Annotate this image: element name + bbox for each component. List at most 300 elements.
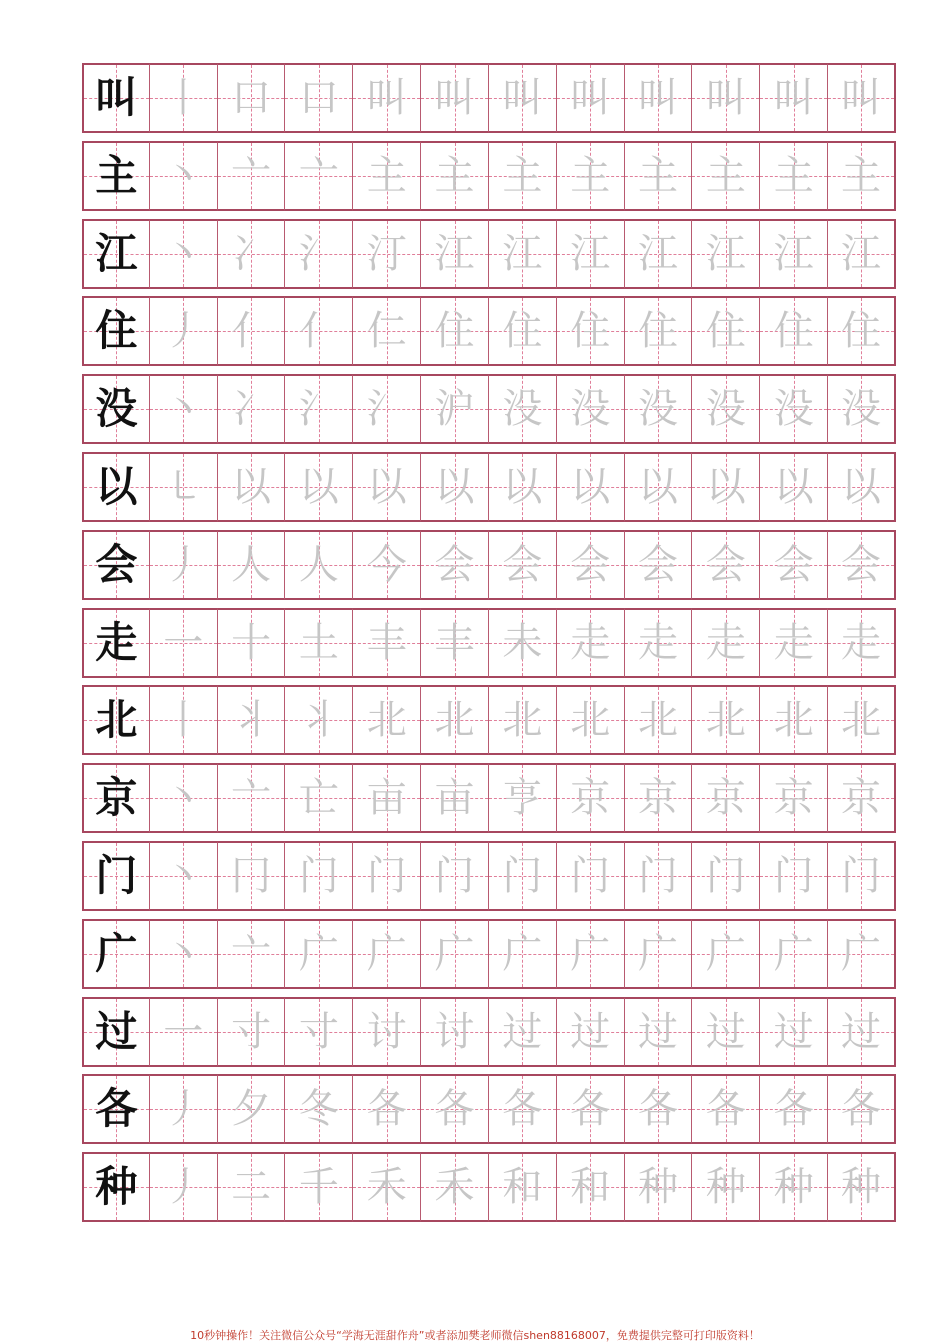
stroke-step-cell: [557, 763, 625, 833]
stroke-step-character: 门: [502, 852, 543, 899]
stroke-step-cell: [557, 141, 625, 211]
stroke-step-character: 丬: [231, 697, 272, 744]
stroke-step-cell: [760, 763, 828, 833]
stroke-step-cell: [828, 530, 896, 600]
stroke-step-character: 丶: [163, 930, 204, 977]
stroke-step-cell: [353, 374, 421, 444]
stroke-step-character: 主: [434, 152, 475, 199]
stroke-step-character: 住: [502, 308, 543, 355]
stroke-step-cell: [625, 608, 693, 678]
stroke-step-character: 一: [163, 1008, 204, 1055]
stroke-step-character: 人: [298, 541, 339, 588]
stroke-step-cell: [150, 608, 218, 678]
stroke-step-character: 门: [298, 852, 339, 899]
stroke-step-cell: [625, 530, 693, 600]
stroke-step-character: 北: [841, 697, 882, 744]
stroke-step-character: 以: [298, 463, 339, 510]
stroke-step-character: 没: [705, 386, 746, 433]
stroke-step-character: 北: [638, 697, 679, 744]
stroke-step-character: 冂: [231, 852, 272, 899]
stroke-step-cell: [421, 452, 489, 522]
stroke-step-cell: [218, 141, 286, 211]
stroke-step-character: 门: [570, 852, 611, 899]
stroke-step-character: 叫: [705, 75, 746, 121]
stroke-step-cell: [421, 374, 489, 444]
model-character-cell: [82, 685, 150, 755]
practice-row: [82, 1074, 896, 1144]
stroke-step-cell: [625, 997, 693, 1067]
stroke-step-character: 门: [434, 852, 475, 899]
stroke-step-cell: [218, 685, 286, 755]
stroke-step-cell: [353, 841, 421, 911]
stroke-step-cell: [285, 685, 353, 755]
stroke-step-character: 禾: [366, 1164, 407, 1211]
stroke-step-cell: [353, 919, 421, 989]
stroke-step-cell: [489, 997, 557, 1067]
stroke-step-cell: [625, 685, 693, 755]
stroke-step-cell: [557, 452, 625, 522]
stroke-step-character: 京: [638, 775, 679, 822]
stroke-step-character: 住: [773, 308, 814, 355]
stroke-step-character: 丿: [163, 1164, 204, 1211]
stroke-step-character: 以: [773, 463, 814, 510]
stroke-step-cell: [692, 919, 760, 989]
stroke-step-character: 门: [366, 852, 407, 899]
stroke-step-character: 广: [434, 930, 475, 977]
stroke-step-cell: [150, 141, 218, 211]
stroke-step-cell: [353, 1074, 421, 1144]
stroke-step-character: 和: [502, 1164, 543, 1211]
stroke-step-character: 江: [841, 230, 882, 277]
stroke-step-character: 以: [366, 463, 407, 510]
stroke-step-cell: [285, 296, 353, 366]
stroke-step-cell: [353, 685, 421, 755]
stroke-step-character: 丨: [163, 75, 204, 121]
stroke-step-character: 主: [705, 152, 746, 199]
stroke-step-character: 走: [638, 619, 679, 666]
stroke-step-cell: [150, 919, 218, 989]
stroke-step-character: 门: [638, 852, 679, 899]
stroke-step-cell: [760, 1074, 828, 1144]
stroke-step-character: 北: [502, 697, 543, 744]
stroke-step-character: 以: [434, 463, 475, 510]
stroke-step-character: 叫: [502, 75, 543, 121]
stroke-step-character: 冫: [231, 386, 272, 433]
model-character: 叫: [95, 73, 138, 122]
stroke-step-character: 没: [773, 386, 814, 433]
stroke-step-character: 各: [841, 1086, 882, 1133]
stroke-step-cell: [421, 763, 489, 833]
model-character-cell: [82, 530, 150, 600]
stroke-step-character: 过: [502, 1008, 543, 1055]
stroke-step-cell: [557, 608, 625, 678]
stroke-step-character: 主: [570, 152, 611, 199]
stroke-step-cell: [489, 685, 557, 755]
model-character-cell: [82, 841, 150, 911]
stroke-step-cell: [489, 608, 557, 678]
stroke-step-character: 京: [705, 775, 746, 822]
model-character: 会: [95, 539, 138, 589]
stroke-step-cell: [421, 1074, 489, 1144]
stroke-step-cell: [828, 1152, 896, 1222]
stroke-step-character: 过: [638, 1008, 679, 1055]
stroke-step-cell: [421, 1152, 489, 1222]
stroke-step-character: 丶: [163, 775, 204, 822]
practice-row: [82, 452, 896, 522]
stroke-step-cell: [692, 530, 760, 600]
stroke-step-cell: [353, 219, 421, 289]
stroke-step-cell: [760, 63, 828, 133]
stroke-step-character: 各: [434, 1086, 475, 1133]
stroke-step-cell: [489, 452, 557, 522]
stroke-step-character: 广: [705, 930, 746, 977]
practice-row: [82, 608, 896, 678]
stroke-step-character: 以: [231, 463, 272, 510]
stroke-step-character: 主: [366, 152, 407, 199]
stroke-step-character: 住: [638, 308, 679, 355]
stroke-step-cell: [692, 1152, 760, 1222]
stroke-step-character: 走: [705, 619, 746, 666]
stroke-step-character: 北: [434, 697, 475, 744]
stroke-step-cell: [828, 685, 896, 755]
stroke-step-cell: [489, 1074, 557, 1144]
stroke-step-cell: [285, 1152, 353, 1222]
stroke-step-cell: [150, 685, 218, 755]
stroke-step-cell: [760, 841, 828, 911]
stroke-step-character: 广: [502, 930, 543, 977]
stroke-step-character: 叫: [366, 75, 407, 121]
stroke-step-cell: [421, 608, 489, 678]
stroke-step-character: 丰: [434, 619, 475, 666]
stroke-step-cell: [625, 219, 693, 289]
stroke-step-character: 丨: [163, 697, 204, 744]
stroke-step-cell: [692, 219, 760, 289]
stroke-step-character: 以: [705, 463, 746, 510]
stroke-step-cell: [285, 530, 353, 600]
stroke-step-character: 亻: [298, 308, 339, 355]
stroke-step-character: 住: [705, 308, 746, 355]
stroke-step-character: 广: [638, 930, 679, 977]
stroke-step-cell: [625, 841, 693, 911]
stroke-step-cell: [353, 608, 421, 678]
stroke-step-cell: [218, 1152, 286, 1222]
stroke-step-character: 会: [570, 541, 611, 588]
stroke-step-cell: [489, 374, 557, 444]
stroke-step-character: 讨: [366, 1008, 407, 1055]
stroke-step-cell: [625, 919, 693, 989]
stroke-step-character: 叫: [434, 75, 475, 121]
stroke-step-character: 没: [841, 386, 882, 433]
stroke-step-cell: [625, 141, 693, 211]
stroke-step-cell: [489, 530, 557, 600]
stroke-step-character: 亨: [502, 775, 543, 822]
stroke-step-character: 过: [705, 1008, 746, 1055]
stroke-step-cell: [760, 997, 828, 1067]
stroke-step-cell: [285, 374, 353, 444]
stroke-step-cell: [760, 296, 828, 366]
stroke-step-character: 寸: [231, 1008, 272, 1055]
practice-row: [82, 685, 896, 755]
stroke-step-character: 种: [773, 1164, 814, 1211]
stroke-step-character: 过: [773, 1008, 814, 1055]
stroke-step-character: 夕: [231, 1086, 272, 1133]
stroke-step-character: 土: [298, 619, 339, 666]
stroke-step-character: 亠: [298, 152, 339, 199]
stroke-step-character: 广: [570, 930, 611, 977]
stroke-step-cell: [828, 1074, 896, 1144]
stroke-step-cell: [421, 997, 489, 1067]
stroke-step-character: 江: [570, 230, 611, 277]
stroke-step-character: 以: [638, 463, 679, 510]
stroke-step-character: 住: [434, 308, 475, 355]
stroke-step-cell: [421, 219, 489, 289]
stroke-step-cell: [828, 141, 896, 211]
stroke-step-character: 门: [705, 852, 746, 899]
stroke-step-cell: [489, 841, 557, 911]
model-character: 主: [95, 150, 138, 200]
stroke-step-cell: [625, 374, 693, 444]
stroke-step-character: 丬: [298, 697, 339, 744]
stroke-step-character: 十: [231, 619, 272, 666]
model-character-cell: [82, 141, 150, 211]
stroke-step-character: 仁: [366, 308, 407, 355]
stroke-step-character: 没: [570, 386, 611, 433]
stroke-step-character: 和: [570, 1164, 611, 1211]
stroke-step-character: 走: [841, 619, 882, 666]
stroke-step-cell: [353, 63, 421, 133]
stroke-step-character: 住: [570, 308, 611, 355]
stroke-step-cell: [760, 685, 828, 755]
stroke-step-cell: [625, 1152, 693, 1222]
stroke-step-character: 讨: [434, 1008, 475, 1055]
stroke-step-cell: [828, 919, 896, 989]
stroke-step-cell: [218, 841, 286, 911]
stroke-step-character: 千: [298, 1164, 339, 1211]
stroke-step-cell: [421, 919, 489, 989]
stroke-step-cell: [625, 63, 693, 133]
model-character: 种: [95, 1162, 138, 1212]
stroke-step-cell: [760, 452, 828, 522]
stroke-step-cell: [353, 530, 421, 600]
stroke-step-cell: [218, 219, 286, 289]
stroke-step-cell: [285, 452, 353, 522]
stroke-step-cell: [218, 530, 286, 600]
stroke-step-character: 会: [638, 541, 679, 588]
stroke-step-cell: [692, 685, 760, 755]
stroke-step-character: 沪: [434, 386, 475, 433]
stroke-step-character: 以: [502, 463, 543, 510]
stroke-step-cell: [557, 63, 625, 133]
stroke-step-cell: [692, 141, 760, 211]
stroke-step-character: 会: [773, 541, 814, 588]
stroke-step-character: 丿: [163, 308, 204, 355]
model-character-cell: [82, 296, 150, 366]
stroke-step-cell: [625, 296, 693, 366]
stroke-step-cell: [557, 685, 625, 755]
stroke-step-character: 丶: [163, 386, 204, 433]
stroke-step-cell: [353, 763, 421, 833]
stroke-step-cell: [760, 374, 828, 444]
stroke-step-character: 门: [841, 852, 882, 899]
model-character-cell: [82, 63, 150, 133]
stroke-step-character: ㇄: [163, 463, 204, 510]
stroke-step-character: 会: [841, 541, 882, 588]
stroke-step-character: 各: [502, 1086, 543, 1133]
stroke-step-character: 没: [638, 386, 679, 433]
model-character-cell: [82, 219, 150, 289]
stroke-step-character: 氵: [298, 386, 339, 433]
stroke-step-cell: [557, 919, 625, 989]
practice-row: [82, 841, 896, 911]
stroke-step-character: 亩: [434, 775, 475, 822]
practice-row: [82, 374, 896, 444]
stroke-step-character: 主: [502, 152, 543, 199]
stroke-step-cell: [692, 452, 760, 522]
stroke-step-character: 各: [773, 1086, 814, 1133]
model-character-cell: [82, 1074, 150, 1144]
stroke-step-character: 叫: [638, 75, 679, 121]
stroke-step-cell: [489, 1152, 557, 1222]
stroke-step-cell: [489, 763, 557, 833]
stroke-step-character: 二: [231, 1164, 272, 1211]
stroke-step-cell: [625, 763, 693, 833]
stroke-step-cell: [692, 1074, 760, 1144]
stroke-step-cell: [557, 1074, 625, 1144]
stroke-step-cell: [285, 219, 353, 289]
practice-row: [82, 296, 896, 366]
stroke-step-cell: [828, 452, 896, 522]
stroke-step-character: 主: [841, 152, 882, 199]
stroke-step-character: 叫: [570, 75, 611, 121]
stroke-step-cell: [760, 530, 828, 600]
model-character: 各: [95, 1084, 138, 1134]
stroke-step-cell: [353, 141, 421, 211]
stroke-step-character: 冫: [231, 230, 272, 277]
stroke-step-character: 会: [434, 541, 475, 588]
stroke-step-cell: [353, 296, 421, 366]
model-character: 以: [95, 461, 138, 511]
stroke-step-cell: [828, 374, 896, 444]
stroke-step-cell: [218, 919, 286, 989]
stroke-step-cell: [692, 608, 760, 678]
stroke-step-cell: [828, 296, 896, 366]
stroke-step-character: 丿: [163, 541, 204, 588]
stroke-step-character: 过: [570, 1008, 611, 1055]
footer-note: 10秒钟操作！关注微信公众号“学海无涯甜作舟”或者添加樊老师微信shen88168007，免费提供完整可打印版资料！: [190, 1329, 760, 1342]
stroke-step-character: 汀: [366, 230, 407, 277]
stroke-step-character: 京: [570, 775, 611, 822]
model-character-cell: [82, 1152, 150, 1222]
stroke-step-character: 各: [638, 1086, 679, 1133]
stroke-step-character: 江: [434, 230, 475, 277]
model-character: 江: [95, 228, 138, 278]
stroke-step-cell: [150, 530, 218, 600]
stroke-step-cell: [557, 841, 625, 911]
stroke-step-character: 广: [773, 930, 814, 977]
model-character: 北: [95, 695, 138, 745]
stroke-step-cell: [285, 608, 353, 678]
stroke-step-character: 未: [502, 619, 543, 666]
stroke-step-cell: [557, 374, 625, 444]
stroke-step-character: 江: [502, 230, 543, 277]
stroke-step-character: 叫: [841, 75, 882, 121]
stroke-step-character: 各: [705, 1086, 746, 1133]
model-character-cell: [82, 452, 150, 522]
writing-practice-grid: [82, 63, 896, 1230]
stroke-step-character: 种: [841, 1164, 882, 1211]
model-character: 广: [95, 928, 138, 978]
stroke-step-cell: [218, 608, 286, 678]
stroke-step-cell: [150, 1074, 218, 1144]
stroke-step-cell: [218, 63, 286, 133]
stroke-step-character: 口: [298, 75, 339, 121]
stroke-step-cell: [150, 997, 218, 1067]
model-character: 没: [95, 384, 138, 434]
stroke-step-character: 丶: [163, 852, 204, 899]
stroke-step-cell: [557, 296, 625, 366]
stroke-step-character: 主: [773, 152, 814, 199]
stroke-step-character: 亻: [231, 308, 272, 355]
stroke-step-cell: [285, 1074, 353, 1144]
stroke-step-character: 广: [841, 930, 882, 977]
stroke-step-cell: [760, 219, 828, 289]
stroke-step-cell: [489, 141, 557, 211]
model-character-cell: [82, 919, 150, 989]
stroke-step-character: 口: [231, 75, 272, 121]
stroke-step-cell: [692, 63, 760, 133]
stroke-step-character: 走: [773, 619, 814, 666]
practice-row: [82, 919, 896, 989]
practice-row: [82, 763, 896, 833]
stroke-step-cell: [150, 841, 218, 911]
practice-row: [82, 141, 896, 211]
stroke-step-cell: [625, 452, 693, 522]
stroke-step-character: 叫: [773, 75, 814, 121]
stroke-step-character: 走: [570, 619, 611, 666]
stroke-step-cell: [218, 296, 286, 366]
stroke-step-character: 亠: [231, 930, 272, 977]
stroke-step-character: 寸: [298, 1008, 339, 1055]
stroke-step-character: 亠: [231, 775, 272, 822]
stroke-step-character: 以: [570, 463, 611, 510]
stroke-step-character: 门: [773, 852, 814, 899]
stroke-step-character: 种: [638, 1164, 679, 1211]
stroke-step-character: 以: [841, 463, 882, 510]
stroke-step-character: 京: [841, 775, 882, 822]
stroke-step-character: 会: [705, 541, 746, 588]
stroke-step-cell: [285, 763, 353, 833]
stroke-step-character: 广: [366, 930, 407, 977]
model-character: 过: [95, 1006, 138, 1056]
model-character: 住: [95, 306, 138, 356]
stroke-step-cell: [285, 63, 353, 133]
stroke-step-character: 氵: [298, 230, 339, 277]
stroke-step-character: 人: [231, 541, 272, 588]
model-character-cell: [82, 374, 150, 444]
stroke-step-cell: [692, 997, 760, 1067]
stroke-step-character: 今: [366, 541, 407, 588]
stroke-step-cell: [557, 530, 625, 600]
stroke-step-cell: [692, 374, 760, 444]
stroke-step-cell: [353, 452, 421, 522]
stroke-step-cell: [353, 997, 421, 1067]
stroke-step-cell: [489, 219, 557, 289]
stroke-step-cell: [150, 374, 218, 444]
stroke-step-cell: [692, 763, 760, 833]
stroke-step-cell: [218, 374, 286, 444]
stroke-step-character: 冬: [298, 1086, 339, 1133]
stroke-step-character: 各: [366, 1086, 407, 1133]
